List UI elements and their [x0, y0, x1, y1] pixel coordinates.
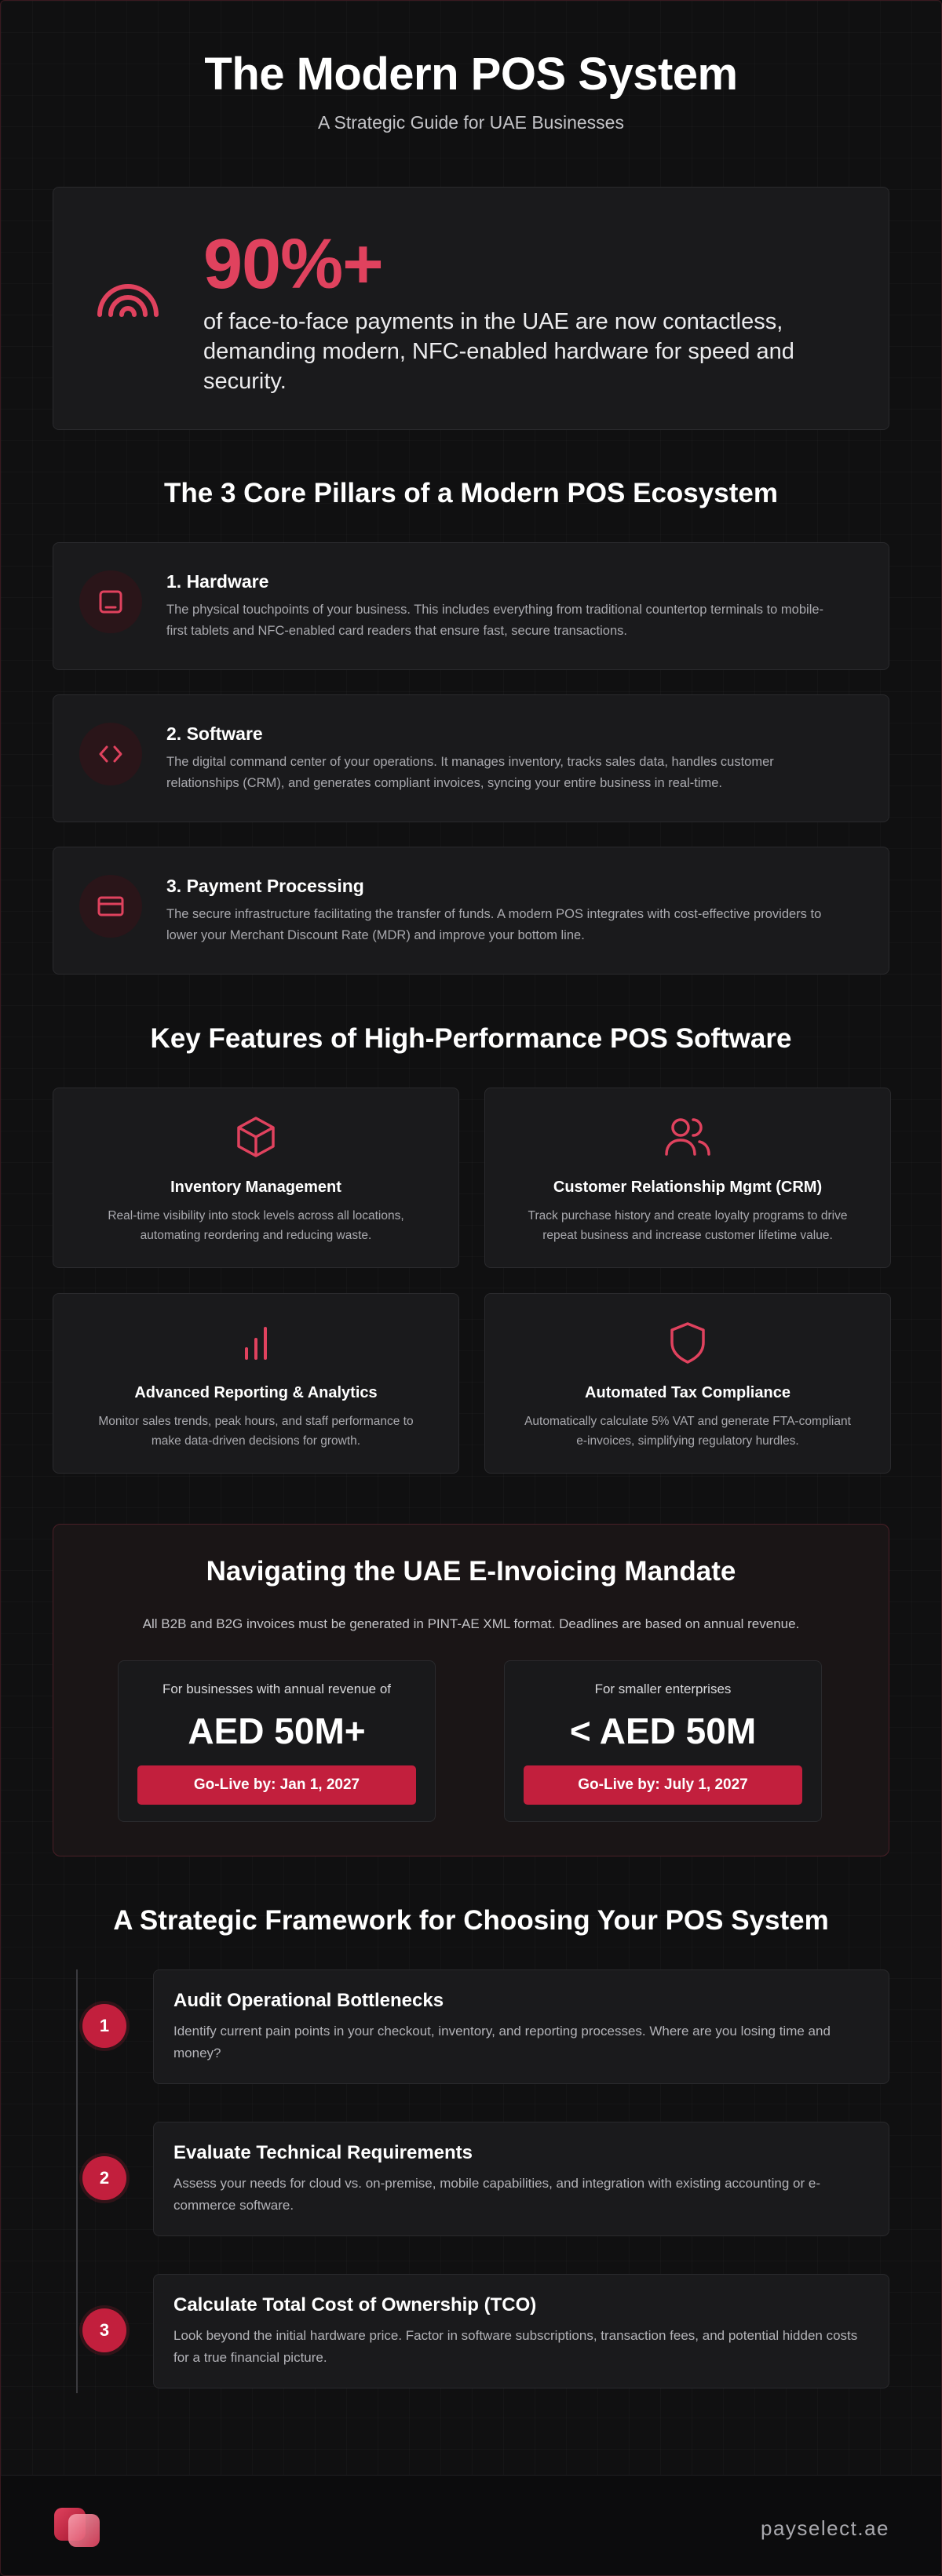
- feature-description: Monitor sales trends, peak hours, and staff performance to make data-driven decisions for growth.: [98, 1415, 414, 1448]
- tier-amount: < AED 50M: [569, 1711, 757, 1751]
- pillar-description: The secure infrastructure facilitating the transfer of funds. A modern POS integrates with cost-effective providers to lower your Merchant Discount Rate (MDR) and improve your bottom line.: [166, 907, 822, 942]
- step-number-badge: 2: [82, 2156, 126, 2200]
- feature-card-reporting: [53, 1293, 459, 1474]
- users-icon: [485, 1113, 890, 1164]
- brand-logo-icon: [53, 2503, 104, 2550]
- bar-chart-icon: [53, 1319, 458, 1369]
- stat-value: 90%+: [203, 225, 383, 304]
- feature-title: Inventory Management: [170, 1179, 341, 1196]
- pillar-card-hardware: [53, 542, 889, 670]
- mandate-heading: Navigating the UAE E-Invoicing Mandate: [206, 1556, 736, 1587]
- step-title: Calculate Total Cost of Ownership (TCO): [173, 2294, 537, 2315]
- timeline-line: [76, 1969, 78, 2393]
- step-card-audit: [153, 1969, 889, 2084]
- tier-label: For businesses with annual revenue of: [162, 1682, 392, 1696]
- step-title: Audit Operational Bottlenecks: [173, 1990, 444, 2011]
- pillar-card-payment-processing: [53, 847, 889, 975]
- feature-title: Automated Tax Compliance: [585, 1384, 790, 1401]
- e-invoicing-mandate-panel: [53, 1524, 889, 1856]
- feature-description: Automatically calculate 5% VAT and generate FTA-compliant e-invoices, simplifying regulatory hurdles.: [524, 1415, 851, 1448]
- framework-heading: A Strategic Framework for Choosing Your POS System: [113, 1905, 829, 1936]
- pillar-card-software: [53, 694, 889, 822]
- pillars-heading: The 3 Core Pillars of a Modern POS Ecosystem: [164, 478, 778, 508]
- pillar-title: 3. Payment Processing: [166, 876, 364, 896]
- pillar-title: 2. Software: [166, 723, 263, 744]
- feature-description: Track purchase history and create loyalty programs to drive repeat business and increase customer lifetime value.: [528, 1209, 848, 1242]
- page-subtitle: A Strategic Guide for UAE Businesses: [318, 112, 624, 133]
- pillar-title: 1. Hardware: [166, 571, 269, 592]
- shield-icon: [485, 1319, 890, 1369]
- step-card-tco: [153, 2274, 889, 2388]
- step-description: Look beyond the initial hardware price. Factor in software subscriptions, transaction fees, and potential hidden costs for a true financial picture.: [173, 2328, 858, 2365]
- page-title: The Modern POS System: [204, 49, 738, 100]
- code-icon: [79, 723, 142, 785]
- pillar-description: The digital command center of your operations. It manages inventory, tracks sales data, handles customer relationships (CRM), and generates compliant invoices, syncing your entire business in real-time.: [166, 755, 774, 790]
- tier-card-small-enterprise: [504, 1660, 822, 1822]
- step-number-badge: 3: [82, 2308, 126, 2352]
- feature-title: Advanced Reporting & Analytics: [134, 1384, 378, 1401]
- go-live-badge: Go-Live by: Jan 1, 2027: [137, 1765, 416, 1805]
- step-description: Identify current pain points in your checkout, inventory, and reporting processes. Where are you losing time and money?: [173, 2024, 831, 2060]
- contactless-stat-card: [53, 187, 889, 430]
- step-card-evaluate: [153, 2122, 889, 2236]
- go-live-badge: Go-Live by: July 1, 2027: [524, 1765, 802, 1805]
- step-title: Evaluate Technical Requirements: [173, 2142, 473, 2163]
- footer: [1, 2475, 941, 2576]
- mandate-note: All B2B and B2G invoices must be generated in PINT-AE XML format. Deadlines are based on annual revenue.: [142, 1616, 800, 1631]
- contactless-icon: [89, 266, 167, 344]
- box-icon: [53, 1113, 458, 1164]
- stat-description: of face-to-face payments in the UAE are now contactless, demanding modern, NFC-enabled hardware for speed and security.: [203, 309, 794, 394]
- feature-description: Real-time visibility into stock levels across all locations, automating reordering and reducing waste.: [108, 1209, 404, 1242]
- tier-card-large-business: [118, 1660, 436, 1822]
- feature-card-crm: [484, 1088, 891, 1268]
- website-link[interactable]: payselect.ae: [761, 2516, 889, 2540]
- feature-title: Customer Relationship Mgmt (CRM): [553, 1179, 823, 1196]
- step-description: Assess your needs for cloud vs. on-premise, mobile capabilities, and integration with existing accounting or e-commerce software.: [173, 2176, 820, 2213]
- step-number-badge: 1: [82, 2004, 126, 2048]
- tier-label: For smaller enterprises: [594, 1682, 732, 1696]
- tier-amount: AED 50M+: [188, 1711, 366, 1751]
- pillar-description: The physical touchpoints of your business. This includes everything from traditional countertop terminals to mobile-first tablets and NFC-enabled card readers that ensure fast, secure transactions.: [166, 603, 824, 638]
- credit-card-icon: [79, 875, 142, 938]
- tablet-icon: [79, 570, 142, 633]
- features-heading: Key Features of High-Performance POS Software: [150, 1023, 792, 1054]
- feature-card-tax-compliance: [484, 1293, 891, 1474]
- feature-card-inventory: [53, 1088, 459, 1268]
